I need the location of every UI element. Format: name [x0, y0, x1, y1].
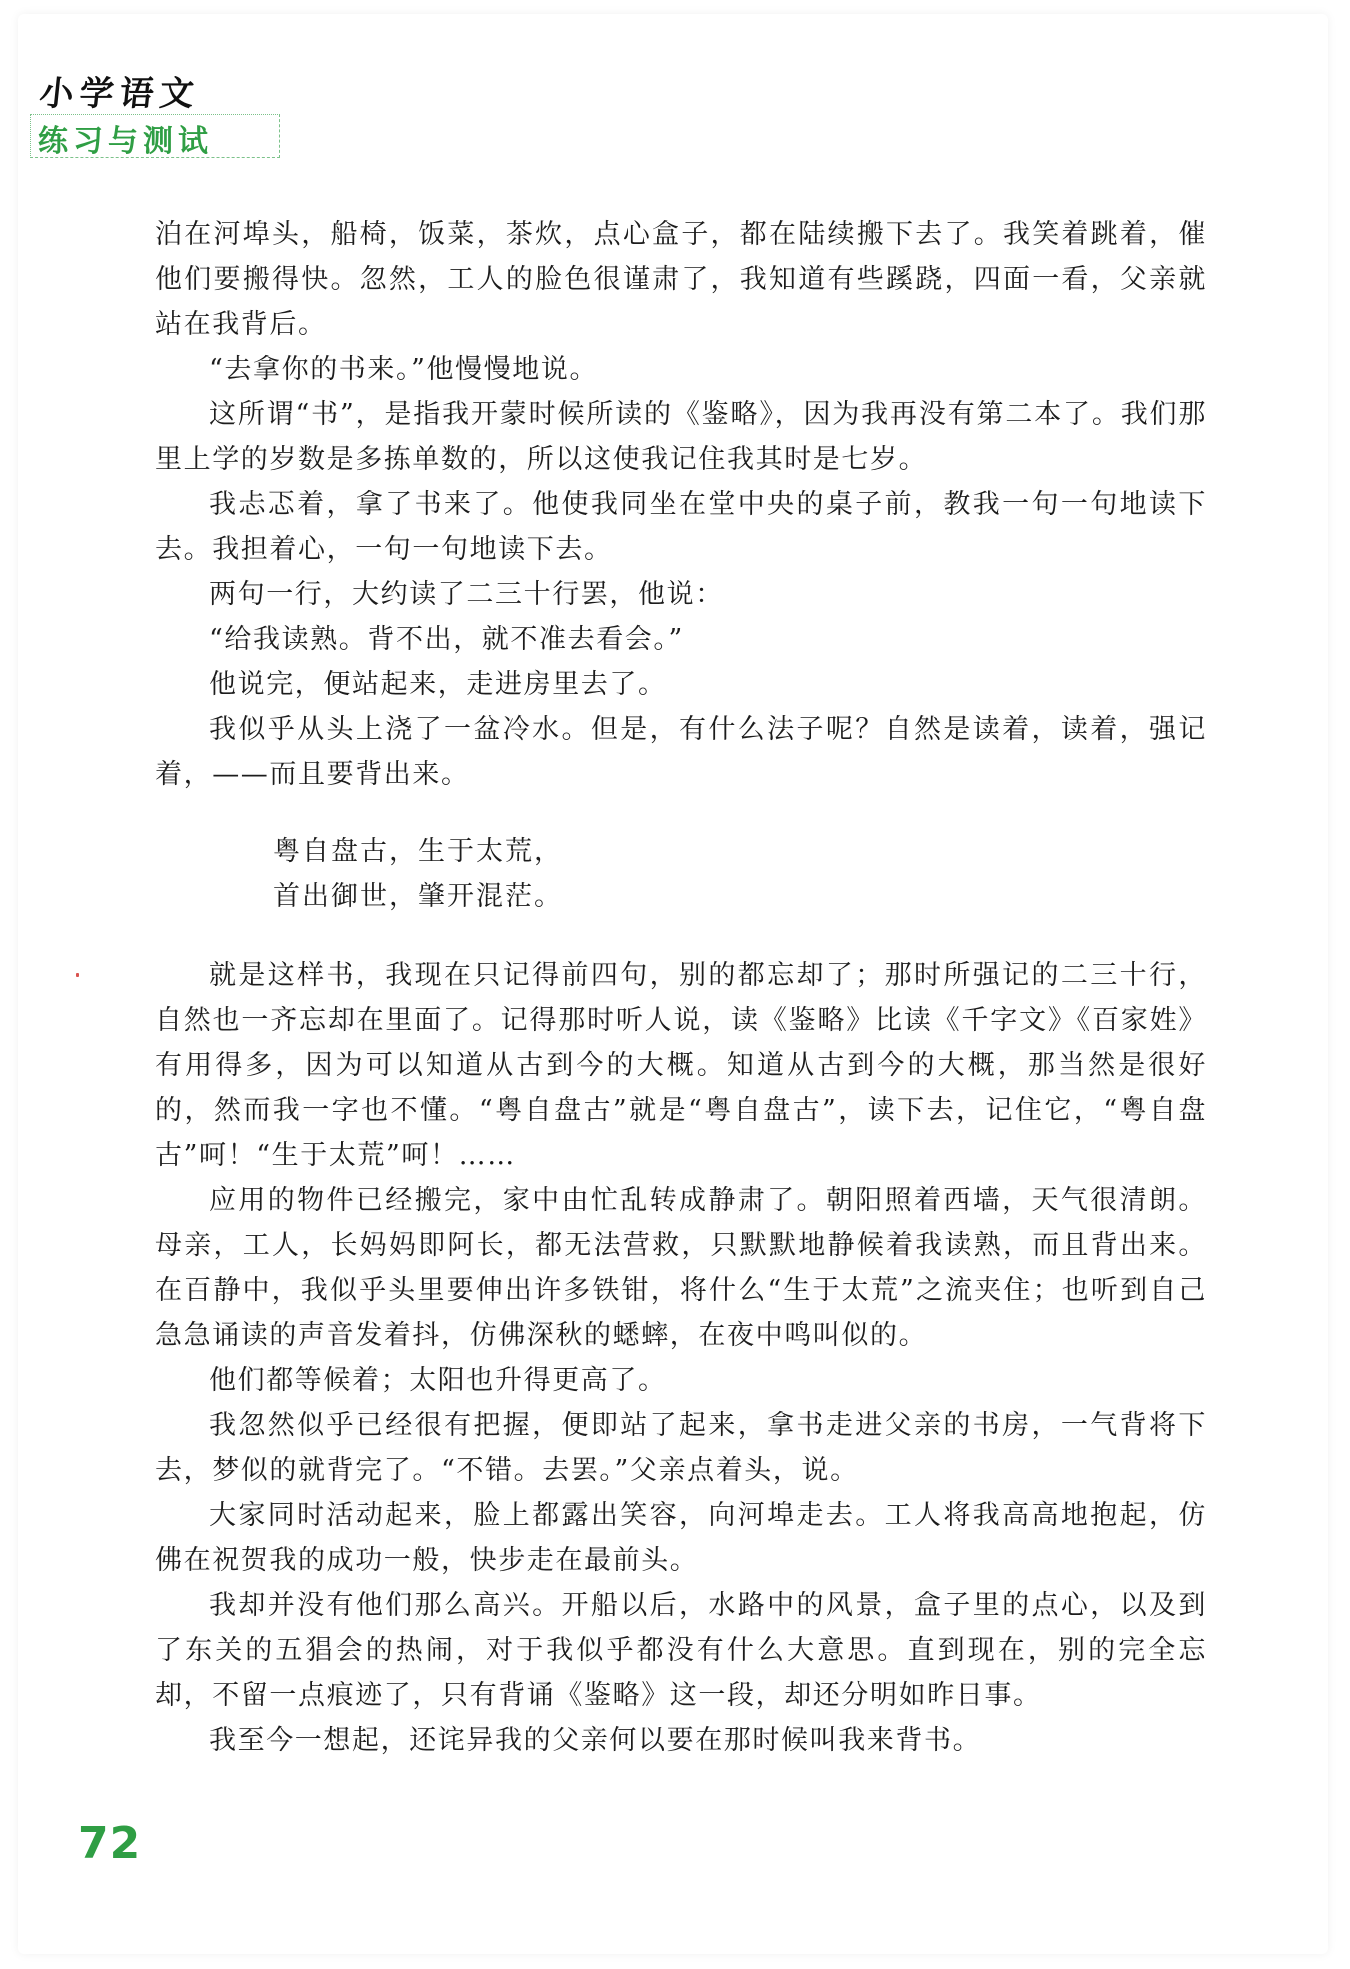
- poem-line: 首出御世，肇开混茫。: [273, 881, 563, 912]
- poem-line: 粤自盘古，生于太荒，: [273, 836, 563, 867]
- paragraph: 这所谓“书”，是指我开蒙时候所读的《鉴略》，因为我再没有第二本了。我们那里上学的岁数是多拣单数的，所以这使我记住我其时是七岁。: [155, 399, 1207, 475]
- paragraph: 泊在河埠头，船椅，饭菜，茶炊，点心盒子，都在陆续搬下去了。我笑着跳着，催他们要搬得快。忽然，工人的脸色很谨肃了，我知道有些蹊跷，四面一看，父亲就站在我背后。: [155, 219, 1207, 340]
- series-title: 小学语文: [37, 74, 202, 114]
- paragraph: 我忽然似乎已经很有把握，便即站了起来，拿书走进父亲的书房，一气背将下去，梦似的就背完了。“不错。去罢。”父亲点着头，说。: [155, 1410, 1207, 1486]
- paragraph: “去拿你的书来。”他慢慢地说。: [209, 354, 599, 385]
- article-body: [155, 212, 1207, 1763]
- paragraph: 两句一行，大约读了二三十行罢，他说：: [209, 579, 724, 610]
- series-subtitle: 练习与测试: [38, 124, 213, 159]
- paragraph: 我似乎从头上浇了一盆冷水。但是，有什么法子呢？自然是读着，读着，强记着，——而且要背出来。: [155, 714, 1207, 790]
- poem-quote: [155, 829, 1207, 919]
- paragraph: 他说完，便站起来，走进房里去了。: [209, 669, 667, 700]
- paragraph: 大家同时活动起来，脸上都露出笑容，向河埠走去。工人将我高高地抱起，仿佛在祝贺我的成功一般，快步走在最前头。: [155, 1500, 1207, 1576]
- paragraph: 应用的物件已经搬完，家中由忙乱转成静肃了。朝阳照着西墙，天气很清朗。母亲，工人，长妈妈即阿长，都无法营救，只默默地静候着我读熟，而且背出来。在百静中，我似乎头里要伸出许多铁钳，将什么“生于太荒”之流夹住；也听到自己急急诵读的声音发着抖，仿佛深秋的蟋蟀，在夜中鸣叫似的。: [155, 1185, 1207, 1351]
- paragraph: 我至今一想起，还诧异我的父亲何以要在那时候叫我来背书。: [209, 1725, 982, 1756]
- page-number: 72: [78, 1818, 142, 1869]
- stray-mark: [76, 973, 79, 977]
- paragraph: 我却并没有他们那么高兴。开船以后，水路中的风景，盒子里的点心，以及到了东关的五猖会的热闹，对于我似乎都没有什么大意思。直到现在，别的完全忘却，不留一点痕迹了，只有背诵《鉴略》这一段，却还分明如昨日事。: [155, 1590, 1207, 1711]
- series-subtitle-box: [30, 114, 280, 158]
- paragraph: 就是这样书，我现在只记得前四句，别的都忘却了；那时所强记的二三十行，自然也一齐忘却在里面了。记得那时听人说，读《鉴略》比读《千字文》《百家姓》有用得多，因为可以知道从古到今的大概。知道从古到今的大概，那当然是很好的，然而我一字也不懂。“粤自盘古”就是“粤自盘古”，读下去，记住它，“粤自盘古”呵！“生于太荒”呵！……: [155, 960, 1207, 1171]
- paragraph: “给我读熟。背不出，就不准去看会。”: [209, 624, 684, 655]
- series-header: [30, 66, 290, 162]
- paragraph: 我忐忑着，拿了书来了。他使我同坐在堂中央的桌子前，教我一句一句地读下去。我担着心，一句一句地读下去。: [155, 489, 1207, 565]
- paragraph: 他们都等候着；太阳也升得更高了。: [209, 1365, 667, 1396]
